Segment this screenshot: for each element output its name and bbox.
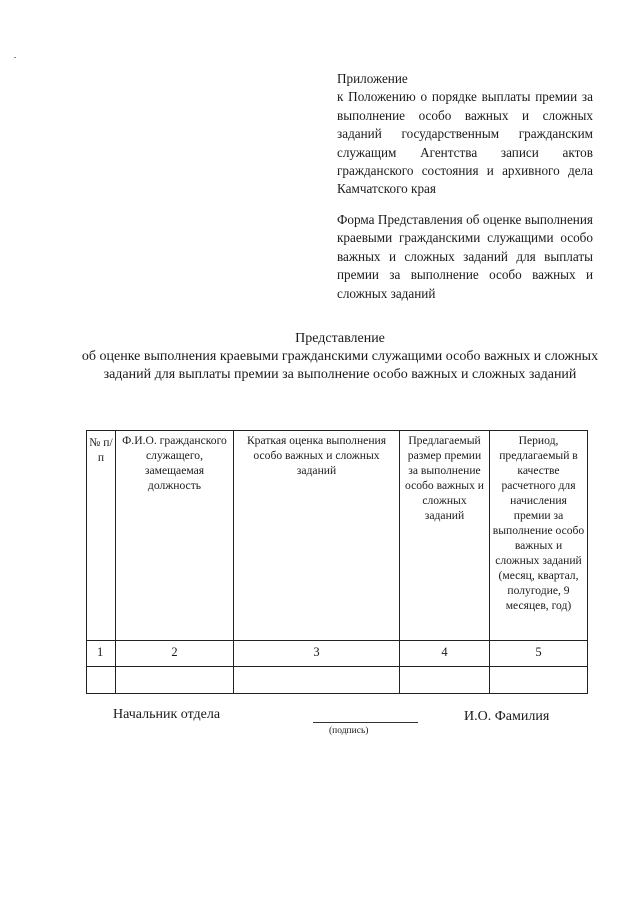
heading-title: Представление <box>295 331 385 346</box>
column-number-cell: 3 <box>234 641 400 667</box>
header-cell-number: № п/п <box>87 431 116 641</box>
appendix-text: к Положению о порядке выплаты премии за выполнение особо важных и сложных заданий государственным гражданским служащим Агентства записи актов гражданского состояния и архивного дела Камчатского края <box>337 89 593 197</box>
empty-cell <box>116 667 234 694</box>
signature-hint: (подпись) <box>329 726 369 736</box>
empty-cell <box>400 667 490 694</box>
column-number-cell: 2 <box>116 641 234 667</box>
heading-subtitle: об оценке выполнения краевыми гражданскими служащими особо важных и сложных заданий для выплаты премии за выполнение особо важных и сложных заданий <box>81 349 599 382</box>
signature-line <box>313 722 418 723</box>
table-header-row <box>87 431 588 641</box>
form-note: Форма Представления об оценке выполнения краевыми гражданскими служащими особо важных и сложных заданий для выплаты премии за выполнение особо важных и сложных заданий <box>337 212 593 301</box>
assessment-table <box>86 430 588 694</box>
table-column-number-row <box>87 641 588 667</box>
appendix-block <box>337 70 593 199</box>
empty-cell <box>234 667 400 694</box>
table-empty-row <box>87 667 588 694</box>
column-number-cell: 4 <box>400 641 490 667</box>
appendix-title: Приложение <box>337 71 408 86</box>
header-cell-period: Период, предлагаемый в качестве расчетного для начисления премии за выполнение особо важных и сложных заданий (месяц, квартал, полугодие, 9 месяцев, год) <box>490 431 588 641</box>
column-number-cell: 5 <box>490 641 588 667</box>
empty-cell <box>87 667 116 694</box>
document-heading <box>80 330 600 384</box>
header-cell-bonus-size: Предлагаемый размер премии за выполнение особо важных и сложных заданий <box>400 431 490 641</box>
scan-speck <box>14 57 16 58</box>
signatory-position: Начальник отдела <box>113 707 221 722</box>
column-number-cell: 1 <box>87 641 116 667</box>
header-cell-name: Ф.И.О. гражданского служащего, замещаемая должность <box>116 431 234 641</box>
signatory-name: И.О. Фамилия <box>464 709 550 724</box>
header-cell-assessment: Краткая оценка выполнения особо важных и сложных заданий <box>234 431 400 641</box>
empty-cell <box>490 667 588 694</box>
